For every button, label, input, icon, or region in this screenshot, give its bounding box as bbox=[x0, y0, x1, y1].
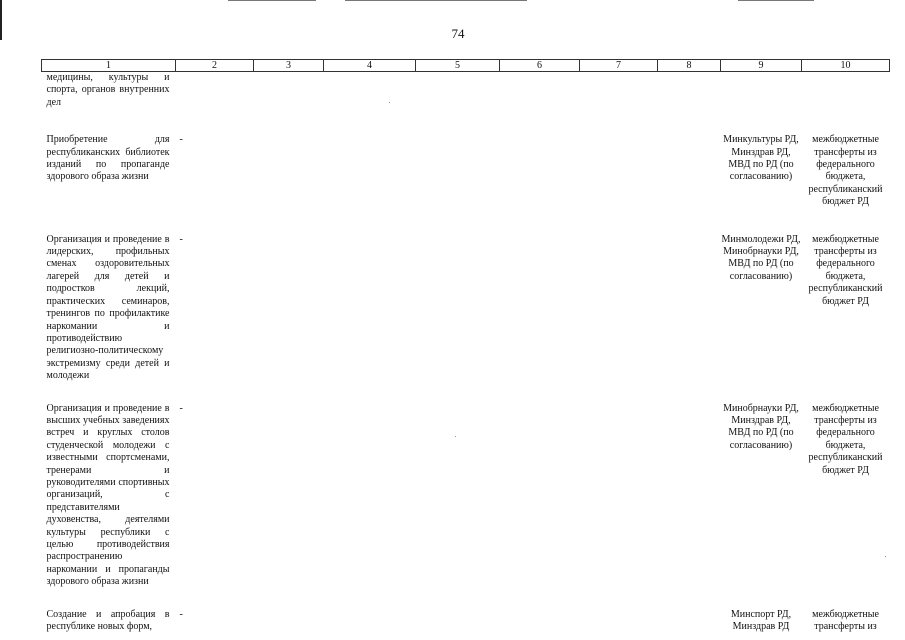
measure-description: Создание и апробация в республике новых форм, bbox=[46, 608, 170, 633]
scan-speck bbox=[885, 556, 886, 557]
table-row bbox=[42, 72, 890, 110]
top-rule bbox=[738, 0, 814, 1]
cell-col2: - bbox=[179, 608, 183, 620]
column-header: 1 bbox=[42, 60, 176, 72]
measures-table bbox=[41, 59, 890, 633]
responsible-executors: Минкультуры РД, Минздрав РД, МВД по РД (по согласованию) bbox=[723, 134, 799, 183]
measure-description: Организация и проведение в лидерских, профильных сменах оздоровительных лагерей для детей и подростков лекций, практических семинаров, тренингов по профилактике наркомании и противодействию религиозно-политическому экстремизму среди детей и молодежи bbox=[46, 233, 170, 382]
top-rule bbox=[345, 0, 527, 1]
table-row bbox=[42, 403, 890, 589]
column-header: 6 bbox=[500, 60, 580, 72]
table-row bbox=[42, 234, 890, 383]
funding-source: межбюджетные трансферты из bbox=[812, 608, 879, 633]
scan-speck bbox=[455, 436, 456, 437]
responsible-executors: Минспорт РД, Минздрав РД bbox=[730, 608, 792, 633]
column-header: 10 bbox=[802, 60, 890, 72]
page-number: 74 bbox=[451, 26, 465, 41]
column-header: 4 bbox=[324, 60, 416, 72]
column-header: 9 bbox=[721, 60, 802, 72]
measure-description: Приобретение для республиканских библиотек изданий по пропаганде здорового образа жизни bbox=[46, 134, 170, 183]
column-header: 3 bbox=[254, 60, 324, 72]
funding-source: межбюджетные трансферты из федерального бюджета, республиканский бюджет РД bbox=[808, 402, 883, 476]
funding-source: межбюджетные трансферты из федерального бюджета, республиканский бюджет РД bbox=[808, 134, 883, 208]
responsible-executors: Минмолодежи РД, Минобрнауки РД, МВД по РД (по согласованию) bbox=[721, 233, 801, 282]
table-row bbox=[42, 609, 890, 634]
measure-description: Организация и проведение в высших учебных заведениях встреч и круглых столов студенческой молодежи с известными спортсменами, тренерами и руководителями спортивных организаций, с представителями духовенства, деятелями культуры республики с целью противодействия распространению наркомании и пропаганды здорового образа жизни bbox=[46, 402, 170, 588]
cell-col2: - bbox=[179, 233, 183, 245]
cell-col2: - bbox=[179, 402, 183, 414]
responsible-executors: Минобрнауки РД, Минздрав РД, МВД по РД (по согласованию) bbox=[723, 402, 799, 451]
top-rule bbox=[228, 0, 316, 1]
column-header: 5 bbox=[416, 60, 500, 72]
responsible-executors bbox=[721, 72, 802, 110]
column-header: 8 bbox=[658, 60, 721, 72]
measure-description: медицины, культуры и спорта, органов внутренних дел bbox=[46, 72, 170, 108]
cell-col2: - bbox=[179, 134, 183, 146]
funding-source bbox=[802, 72, 890, 110]
cell-col2 bbox=[176, 72, 254, 110]
left-margin-mark bbox=[0, 0, 2, 40]
column-header: 7 bbox=[580, 60, 658, 72]
header-row bbox=[42, 60, 890, 72]
scan-speck bbox=[389, 102, 390, 103]
funding-source: межбюджетные трансферты из федерального бюджета, республиканский бюджет РД bbox=[808, 233, 883, 307]
column-header: 2 bbox=[176, 60, 254, 72]
table-row bbox=[42, 134, 890, 208]
